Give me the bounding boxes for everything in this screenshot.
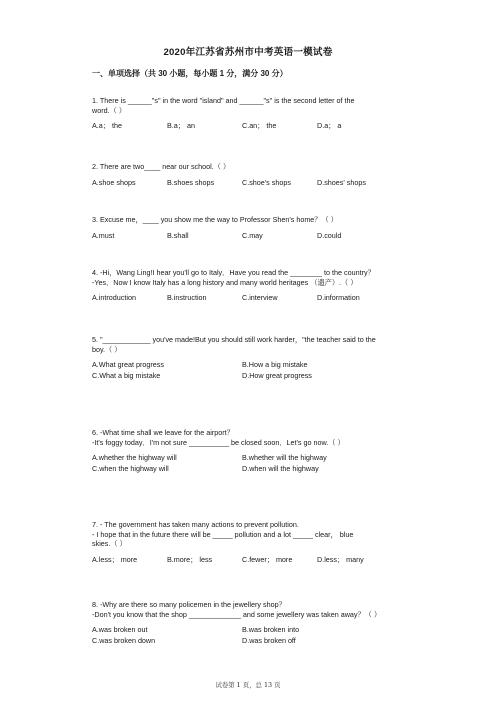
options [92, 178, 432, 188]
options [92, 293, 432, 303]
question-line: word.（ ） [92, 105, 126, 115]
option-a: A.introduction [92, 293, 136, 303]
option-c: C.was broken down [92, 636, 156, 646]
question-line: 5. "____________ you've made!But you should still work harder，"the teacher said to the [92, 335, 376, 344]
options [92, 453, 432, 475]
question-7 [92, 520, 432, 565]
option-a: A.whether the highway will [92, 453, 177, 463]
options [92, 231, 432, 241]
option-a: A.less； more [92, 555, 138, 565]
option-d: D.when will the highway [242, 464, 319, 474]
question-line: 7. - The government has taken many actions to prevent pollution. [92, 520, 299, 529]
question-1 [92, 96, 432, 131]
option-c: C.fewer； more [242, 555, 293, 565]
question-line: 1. There is ______"s" in the word "island" and ______"s" is the second letter of the [92, 96, 355, 105]
option-a: A.was broken out [92, 625, 148, 635]
option-d: D.could [317, 230, 342, 240]
question-line: -Yes．Now I know Italy has a long history and many world heritages （遗产）.（ ） [92, 277, 358, 287]
question-text [92, 96, 432, 115]
option-a: A.What great progress [92, 360, 164, 370]
option-b: B.a； an [167, 121, 195, 131]
option-c: C.What a big mistake [92, 371, 161, 381]
question-line: -It's foggy today．I'm not sure __________ be closed soon．Let's go now.（ ） [92, 437, 345, 447]
option-b: B.How a big mistake [242, 360, 308, 370]
question-text [92, 600, 432, 619]
option-a: A.shoe shops [92, 177, 136, 187]
question-4 [92, 268, 432, 303]
option-a: A.a； the [92, 121, 122, 131]
question-line: skies.（ ） [92, 539, 127, 549]
question-8 [92, 600, 432, 647]
question-line: 2. There are two____ near our school.（ ） [92, 162, 231, 171]
question-line: boy.（ ） [92, 344, 122, 354]
question-3 [92, 215, 432, 241]
option-c: C.shoe's shops [242, 177, 291, 187]
options [92, 555, 432, 565]
question-text [92, 520, 432, 549]
question-line: - I hope that in the future there will be _____ pollution and a lot _____ clear， blue [92, 529, 354, 539]
question-6 [92, 428, 432, 475]
page-title: 2020年江苏省苏州市中考英语一模试卷 [163, 47, 333, 58]
question-text [92, 335, 432, 354]
option-b: B.shall [167, 230, 189, 240]
question-line: 8. -Why are there so many policemen in the jewellery shop？ [92, 600, 286, 609]
options [92, 121, 432, 131]
question-text [92, 162, 432, 172]
question-line: -Don't you know that the shop _____________ and some jewellery was taken away？（ ） [92, 609, 382, 619]
option-c: C.when the highway will [92, 464, 169, 474]
question-2 [92, 162, 432, 188]
section-heading: 一、单项选择（共 30 小题，每小题 1 分，满分 30 分） [92, 69, 288, 78]
question-text [92, 215, 432, 225]
option-d: D.a； a [317, 121, 342, 131]
option-b: B.shoes shops [167, 177, 215, 187]
options [92, 625, 432, 647]
page-footer: 试卷第 1 页，总 13 页 [215, 681, 281, 689]
question-text [92, 268, 432, 287]
option-b: B.whether will the highway [242, 453, 327, 463]
question-line: 6. -What time shall we leave for the airport？ [92, 428, 234, 437]
option-b: B.was broken into [242, 625, 300, 635]
option-d: D.less； many [317, 555, 364, 565]
option-c: C.an； the [242, 121, 277, 131]
option-a: A.must [92, 230, 115, 240]
question-5 [92, 335, 432, 382]
option-d: D.How great progress [242, 371, 312, 381]
option-b: B.instruction [167, 293, 207, 303]
question-line: 3. Excuse me，____ you show me the way to Professor Shen's home？（ ） [92, 215, 338, 224]
options [92, 360, 432, 382]
option-d: D.information [317, 293, 360, 303]
option-b: B.more； less [167, 555, 213, 565]
question-text [92, 428, 432, 447]
option-d: D.shoes' shops [317, 177, 366, 187]
question-line: 4. -Hi，Wang Ling!I hear you'll go to Italy．Have you read the ________ to the country？ [92, 268, 375, 277]
option-c: C.may [242, 230, 263, 240]
option-d: D.was broken off [242, 636, 296, 646]
option-c: C.interview [242, 293, 278, 303]
